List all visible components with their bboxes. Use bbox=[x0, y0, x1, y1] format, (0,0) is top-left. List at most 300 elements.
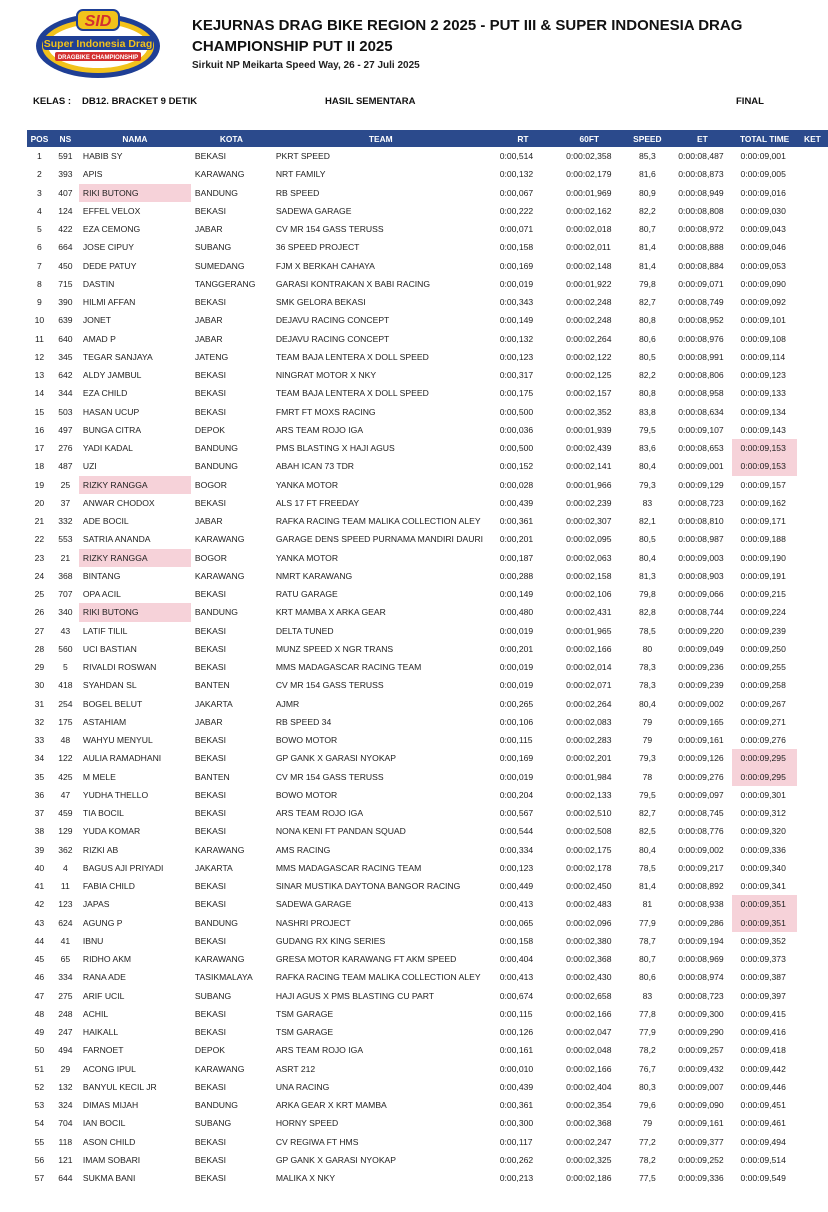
cell-speed: 80,7 bbox=[639, 954, 656, 965]
cell-rt: 0:00,500 bbox=[499, 443, 534, 454]
cell-name: ANWAR CHODOX bbox=[82, 497, 155, 508]
cell-total-time: 0:00:09,133 bbox=[740, 388, 786, 399]
cell-speed: 80,4 bbox=[639, 698, 656, 709]
cell-ns: 21 bbox=[60, 552, 71, 563]
cell-team: NONA KENI FT PANDAN SQUAD bbox=[275, 826, 406, 837]
cell-total-time: 0:00:09,053 bbox=[740, 260, 786, 271]
cell-total-time: 0:00:09,239 bbox=[740, 625, 786, 636]
cell-pos: 32 bbox=[34, 716, 45, 727]
cell-rt: 0:00,567 bbox=[499, 808, 534, 819]
cell-et: 0:00:09,002 bbox=[678, 698, 724, 709]
cell-ns: 591 bbox=[58, 151, 73, 162]
cell-rt: 0:00,334 bbox=[499, 844, 534, 855]
cell-rt: 0:00,413 bbox=[499, 899, 534, 910]
cell-team: AMS RACING bbox=[275, 844, 331, 855]
cell-et: 0:00:08,949 bbox=[678, 187, 724, 198]
cell-kota: BEKASI bbox=[194, 406, 226, 417]
cell-et: 0:00:08,903 bbox=[678, 570, 724, 581]
cell-kota: BEKASI bbox=[194, 205, 226, 216]
cell-team: HORNY SPEED bbox=[275, 1118, 339, 1129]
cell-name: EZA CHILD bbox=[82, 388, 128, 399]
cell-name: RIZKI AB bbox=[82, 844, 119, 855]
cell-60ft: 0:00:02,095 bbox=[566, 534, 612, 545]
table-row bbox=[27, 512, 828, 530]
cell-et: 0:00:08,749 bbox=[678, 297, 724, 308]
cell-60ft: 0:00:02,141 bbox=[566, 461, 612, 472]
cell-et: 0:00:08,487 bbox=[678, 151, 724, 162]
cell-total-time: 0:00:09,046 bbox=[740, 242, 786, 253]
cell-60ft: 0:00:02,018 bbox=[566, 224, 612, 235]
table-row bbox=[27, 622, 828, 640]
cell-ns: 247 bbox=[58, 1027, 73, 1038]
cell-kota: BEKASI bbox=[194, 935, 226, 946]
cell-rt: 0:00,361 bbox=[499, 1100, 534, 1111]
cell-kota: BEKASI bbox=[194, 881, 226, 892]
cell-ket bbox=[797, 749, 828, 767]
cell-pos: 42 bbox=[34, 899, 45, 910]
cell-rt: 0:00,028 bbox=[499, 479, 534, 490]
cell-kota: BEKASI bbox=[194, 370, 226, 381]
cell-name: ACONG IPUL bbox=[82, 1063, 136, 1074]
table-row bbox=[27, 238, 828, 256]
cell-pos: 45 bbox=[34, 954, 45, 965]
col-header: NS bbox=[59, 133, 72, 144]
cell-et: 0:00:09,165 bbox=[678, 716, 724, 727]
cell-60ft: 0:00:02,125 bbox=[566, 370, 612, 381]
cell-60ft: 0:00:01,984 bbox=[566, 771, 612, 782]
cell-pos: 33 bbox=[34, 735, 45, 746]
cell-ns: 4 bbox=[62, 862, 68, 873]
cell-total-time: 0:00:09,373 bbox=[740, 954, 786, 965]
table-row bbox=[27, 1023, 828, 1041]
cell-rt: 0:00,343 bbox=[499, 297, 534, 308]
cell-60ft: 0:00:02,368 bbox=[566, 1118, 612, 1129]
cell-kota: BEKASI bbox=[194, 388, 226, 399]
table-row bbox=[27, 348, 828, 366]
cell-kota: BOGOR bbox=[194, 479, 227, 490]
table-row bbox=[27, 1151, 828, 1169]
stage-label: FINAL bbox=[736, 96, 764, 107]
table-row bbox=[27, 877, 828, 895]
cell-total-time: 0:00:09,114 bbox=[740, 351, 786, 362]
cell-total-time: 0:00:09,157 bbox=[740, 479, 786, 490]
cell-speed: 79,3 bbox=[639, 479, 656, 490]
cell-name: IBNU bbox=[82, 935, 104, 946]
cell-ket bbox=[797, 1133, 828, 1151]
cell-ket bbox=[797, 1060, 828, 1078]
table-row bbox=[27, 202, 828, 220]
cell-name: AULIA RAMADHANI bbox=[82, 753, 162, 764]
cell-name: EFFEL VELOX bbox=[82, 205, 141, 216]
cell-rt: 0:00,674 bbox=[499, 990, 534, 1001]
cell-pos: 18 bbox=[34, 461, 45, 472]
cell-ns: 640 bbox=[58, 333, 73, 344]
cell-ns: 344 bbox=[58, 388, 73, 399]
cell-total-time: 0:00:09,320 bbox=[740, 826, 786, 837]
cell-team: MMS MADAGASCAR RACING TEAM bbox=[275, 862, 422, 873]
cell-pos: 28 bbox=[34, 643, 45, 654]
cell-60ft: 0:00:02,158 bbox=[566, 570, 612, 581]
cell-ket bbox=[797, 184, 828, 202]
cell-pos: 56 bbox=[34, 1154, 45, 1165]
cell-rt: 0:00,169 bbox=[499, 753, 534, 764]
cell-kota: KARAWANG bbox=[194, 169, 245, 180]
cell-et: 0:00:09,300 bbox=[678, 1008, 724, 1019]
cell-kota: KARAWANG bbox=[194, 954, 245, 965]
cell-team: SADEWA GARAGE bbox=[275, 899, 352, 910]
cell-speed: 80,4 bbox=[639, 552, 656, 563]
cell-pos: 20 bbox=[34, 497, 45, 508]
col-header: TOTAL TIME bbox=[739, 133, 790, 144]
cell-name: HASAN UCUP bbox=[82, 406, 140, 417]
cell-total-time: 0:00:09,340 bbox=[740, 862, 786, 873]
cell-team: SMK GELORA BEKASI bbox=[275, 297, 366, 308]
cell-kota: JABAR bbox=[194, 315, 223, 326]
cell-pos: 39 bbox=[34, 844, 45, 855]
cell-et: 0:00:08,938 bbox=[678, 899, 724, 910]
cell-total-time: 0:00:09,446 bbox=[740, 1081, 786, 1092]
cell-kota: BEKASI bbox=[194, 643, 226, 654]
cell-rt: 0:00,019 bbox=[499, 662, 534, 673]
cell-speed: 80,5 bbox=[639, 351, 656, 362]
table-row bbox=[27, 165, 828, 183]
status-label: HASIL SEMENTARA bbox=[325, 96, 416, 107]
cell-pos: 57 bbox=[34, 1173, 45, 1184]
cell-total-time: 0:00:09,092 bbox=[740, 297, 786, 308]
col-header: ET bbox=[697, 133, 708, 144]
cell-et: 0:00:08,810 bbox=[678, 516, 724, 527]
cell-60ft: 0:00:02,166 bbox=[566, 1008, 612, 1019]
cell-speed: 81,4 bbox=[639, 881, 656, 892]
cell-60ft: 0:00:02,239 bbox=[566, 497, 612, 508]
cell-speed: 79,6 bbox=[639, 1100, 656, 1111]
cell-total-time: 0:00:09,090 bbox=[740, 278, 786, 289]
cell-ns: 334 bbox=[58, 972, 73, 983]
cell-rt: 0:00,439 bbox=[499, 497, 534, 508]
cell-name: FABIA CHILD bbox=[82, 881, 135, 892]
cell-total-time: 0:00:09,352 bbox=[740, 935, 786, 946]
cell-name: BANYUL KECIL JR bbox=[82, 1081, 157, 1092]
cell-ket bbox=[797, 895, 828, 913]
cell-name: RIVALDI ROSWAN bbox=[82, 662, 157, 673]
cell-et: 0:00:08,888 bbox=[678, 242, 724, 253]
cell-speed: 80,5 bbox=[639, 534, 656, 545]
cell-60ft: 0:00:02,264 bbox=[566, 333, 612, 344]
cell-60ft: 0:00:02,325 bbox=[566, 1154, 612, 1165]
cell-60ft: 0:00:02,283 bbox=[566, 735, 612, 746]
cell-total-time: 0:00:09,295 bbox=[732, 749, 796, 767]
cell-speed: 80,4 bbox=[639, 461, 656, 472]
table-row bbox=[27, 293, 828, 311]
cell-speed: 82,7 bbox=[639, 808, 656, 819]
cell-ket bbox=[797, 786, 828, 804]
table-row bbox=[27, 184, 828, 202]
cell-ns: 624 bbox=[58, 917, 73, 928]
cell-ns: 422 bbox=[58, 224, 73, 235]
cell-60ft: 0:00:02,510 bbox=[566, 808, 612, 819]
cell-rt: 0:00,317 bbox=[499, 370, 534, 381]
cell-ket bbox=[797, 804, 828, 822]
cell-ket bbox=[797, 220, 828, 238]
cell-ket bbox=[797, 512, 828, 530]
cell-pos: 22 bbox=[34, 534, 45, 545]
cell-kota: BEKASI bbox=[194, 625, 226, 636]
cell-pos: 35 bbox=[34, 771, 45, 782]
table-row bbox=[27, 549, 828, 567]
cell-speed: 81,6 bbox=[639, 169, 656, 180]
cell-et: 0:00:09,071 bbox=[678, 278, 724, 289]
cell-pos: 27 bbox=[34, 625, 45, 636]
cell-speed: 82,8 bbox=[639, 607, 656, 618]
cell-ns: 644 bbox=[58, 1173, 73, 1184]
cell-team: GARASI KONTRAKAN X BABI RACING bbox=[275, 278, 431, 289]
cell-ket bbox=[797, 494, 828, 512]
cell-team: RB SPEED 34 bbox=[275, 716, 332, 727]
cell-kota: KARAWANG bbox=[194, 844, 245, 855]
cell-name: RANA ADE bbox=[82, 972, 126, 983]
cell-60ft: 0:00:02,431 bbox=[566, 607, 612, 618]
cell-rt: 0:00,126 bbox=[499, 1027, 534, 1038]
cell-et: 0:00:09,217 bbox=[678, 862, 724, 873]
cell-pos: 49 bbox=[34, 1027, 45, 1038]
cell-name: AGUNG P bbox=[82, 917, 123, 928]
cell-name: IAN BOCIL bbox=[82, 1118, 126, 1129]
table-row bbox=[27, 713, 828, 731]
cell-et: 0:00:09,236 bbox=[678, 662, 724, 673]
cell-ket bbox=[797, 202, 828, 220]
cell-ket bbox=[797, 238, 828, 256]
table-row bbox=[27, 1060, 828, 1078]
cell-speed: 78,2 bbox=[639, 1154, 656, 1165]
cell-ns: 497 bbox=[58, 424, 73, 435]
cell-team: RB SPEED bbox=[275, 187, 320, 198]
cell-speed: 78,7 bbox=[639, 935, 656, 946]
cell-60ft: 0:00:02,508 bbox=[566, 826, 612, 837]
cell-pos: 15 bbox=[34, 406, 45, 417]
cell-pos: 2 bbox=[37, 169, 42, 180]
cell-rt: 0:00,204 bbox=[499, 789, 534, 800]
cell-et: 0:00:09,239 bbox=[678, 680, 724, 691]
cell-rt: 0:00,036 bbox=[499, 424, 534, 435]
cell-pos: 4 bbox=[37, 205, 42, 216]
cell-60ft: 0:00:02,148 bbox=[566, 260, 612, 271]
cell-60ft: 0:00:02,248 bbox=[566, 297, 612, 308]
cell-60ft: 0:00:02,083 bbox=[566, 716, 612, 727]
cell-pos: 6 bbox=[37, 242, 42, 253]
cell-total-time: 0:00:09,451 bbox=[740, 1100, 786, 1111]
cell-et: 0:00:09,161 bbox=[678, 735, 724, 746]
cell-speed: 78,5 bbox=[639, 625, 656, 636]
cell-kota: BEKASI bbox=[194, 1173, 226, 1184]
cell-ket bbox=[797, 549, 828, 567]
cell-kota: BANDUNG bbox=[194, 917, 238, 928]
cell-ns: 124 bbox=[58, 205, 73, 216]
cell-ket bbox=[797, 585, 828, 603]
cell-et: 0:00:08,806 bbox=[678, 370, 724, 381]
cell-kota: BEKASI bbox=[194, 735, 226, 746]
cell-60ft: 0:00:02,247 bbox=[566, 1136, 612, 1147]
cell-kota: DEPOK bbox=[194, 1045, 225, 1056]
cell-kota: BEKASI bbox=[194, 297, 226, 308]
cell-name: RIZKY RANGGA bbox=[79, 476, 191, 494]
cell-team: AJMR bbox=[275, 698, 300, 709]
cell-ket bbox=[797, 311, 828, 329]
col-header: SPEED bbox=[633, 133, 662, 144]
cell-pos: 24 bbox=[34, 570, 45, 581]
cell-rt: 0:00,123 bbox=[499, 351, 534, 362]
cell-pos: 1 bbox=[37, 151, 42, 162]
cell-team: ASRT 212 bbox=[275, 1063, 316, 1074]
table-row bbox=[27, 768, 828, 786]
cell-et: 0:00:09,126 bbox=[678, 753, 724, 764]
cell-et: 0:00:08,958 bbox=[678, 388, 724, 399]
cell-rt: 0:00,106 bbox=[499, 716, 534, 727]
cell-et: 0:00:09,161 bbox=[678, 1118, 724, 1129]
cell-speed: 79,8 bbox=[639, 589, 656, 600]
cell-ket bbox=[797, 165, 828, 183]
cell-name: YUDA KOMAR bbox=[82, 826, 141, 837]
cell-name: ALDY JAMBUL bbox=[82, 370, 142, 381]
cell-rt: 0:00,010 bbox=[499, 1063, 534, 1074]
cell-name: UZI bbox=[82, 461, 97, 472]
cell-ns: 29 bbox=[60, 1063, 71, 1074]
cell-et: 0:00:09,336 bbox=[678, 1173, 724, 1184]
cell-kota: BANDUNG bbox=[194, 443, 238, 454]
cell-pos: 40 bbox=[34, 862, 45, 873]
cell-total-time: 0:00:09,418 bbox=[740, 1045, 786, 1056]
table-row bbox=[27, 658, 828, 676]
table-row bbox=[27, 530, 828, 548]
cell-ket bbox=[797, 1114, 828, 1132]
cell-ns: 639 bbox=[58, 315, 73, 326]
cell-60ft: 0:00:02,048 bbox=[566, 1045, 612, 1056]
cell-ket bbox=[797, 348, 828, 366]
cell-pos: 19 bbox=[34, 479, 45, 490]
cell-ket bbox=[797, 147, 828, 165]
cell-team: GP GANK X GARASI NYOKAP bbox=[275, 753, 397, 764]
cell-pos: 50 bbox=[34, 1045, 45, 1056]
cell-ket bbox=[797, 1096, 828, 1114]
cell-name: AMAD P bbox=[82, 333, 116, 344]
cell-name: M MELE bbox=[82, 771, 116, 782]
cell-name: RIDHO AKM bbox=[82, 954, 132, 965]
cell-speed: 82,2 bbox=[639, 370, 656, 381]
table-row bbox=[27, 1005, 828, 1023]
table-row bbox=[27, 220, 828, 238]
cell-rt: 0:00,115 bbox=[499, 1008, 533, 1019]
table-row bbox=[27, 822, 828, 840]
cell-ket bbox=[797, 658, 828, 676]
cell-total-time: 0:00:09,190 bbox=[740, 552, 786, 563]
cell-et: 0:00:08,972 bbox=[678, 224, 724, 235]
cell-60ft: 0:00:02,166 bbox=[566, 1063, 612, 1074]
cell-kota: BEKASI bbox=[194, 789, 226, 800]
cell-ns: 129 bbox=[58, 826, 73, 837]
cell-team: ARS TEAM ROJO IGA bbox=[275, 808, 364, 819]
cell-speed: 79,5 bbox=[639, 424, 656, 435]
table-row bbox=[27, 1096, 828, 1114]
cell-total-time: 0:00:09,276 bbox=[740, 735, 786, 746]
cell-name: JOSE CIPUY bbox=[82, 242, 134, 253]
cell-total-time: 0:00:09,005 bbox=[740, 169, 786, 180]
cell-60ft: 0:00:02,368 bbox=[566, 954, 612, 965]
cell-kota: SUBANG bbox=[194, 242, 232, 253]
cell-name: YADI KADAL bbox=[82, 443, 133, 454]
cell-team: ARKA GEAR X KRT MAMBA bbox=[275, 1100, 387, 1111]
cell-team: DELTA TUNED bbox=[275, 625, 334, 636]
cell-team: CV REGIWA FT HMS bbox=[275, 1136, 359, 1147]
cell-pos: 8 bbox=[37, 278, 42, 289]
cell-kota: BEKASI bbox=[194, 151, 226, 162]
cell-kota: BOGOR bbox=[194, 552, 227, 563]
cell-total-time: 0:00:09,258 bbox=[740, 680, 786, 691]
cell-speed: 77,9 bbox=[639, 1027, 656, 1038]
cell-ket bbox=[797, 403, 828, 421]
cell-total-time: 0:00:09,416 bbox=[740, 1027, 786, 1038]
cell-speed: 79,5 bbox=[639, 789, 656, 800]
cell-total-time: 0:00:09,108 bbox=[740, 333, 786, 344]
cell-et: 0:00:08,653 bbox=[678, 443, 724, 454]
results-table bbox=[27, 130, 828, 1187]
cell-pos: 21 bbox=[34, 516, 45, 527]
cell-ket bbox=[797, 1078, 828, 1096]
cell-team: FMRT FT MOXS RACING bbox=[275, 406, 376, 417]
cell-speed: 79,8 bbox=[639, 278, 656, 289]
cell-rt: 0:00,480 bbox=[499, 607, 534, 618]
cell-name: UCI BASTIAN bbox=[82, 643, 137, 654]
cell-rt: 0:00,123 bbox=[499, 862, 534, 873]
cell-ns: 642 bbox=[58, 370, 73, 381]
cell-pos: 10 bbox=[34, 315, 45, 326]
cell-speed: 77,9 bbox=[639, 917, 656, 928]
cell-total-time: 0:00:09,267 bbox=[740, 698, 786, 709]
cell-rt: 0:00,439 bbox=[499, 1081, 534, 1092]
table-row bbox=[27, 257, 828, 275]
cell-ns: 503 bbox=[58, 406, 73, 417]
cell-ket bbox=[797, 877, 828, 895]
cell-60ft: 0:00:01,969 bbox=[566, 187, 612, 198]
cell-name: JONET bbox=[82, 315, 112, 326]
cell-total-time: 0:00:09,250 bbox=[740, 643, 786, 654]
cell-name: IMAM SOBARI bbox=[82, 1154, 141, 1165]
cell-total-time: 0:00:09,514 bbox=[740, 1154, 786, 1165]
cell-pos: 7 bbox=[37, 260, 42, 271]
cell-rt: 0:00,019 bbox=[499, 625, 534, 636]
cell-pos: 26 bbox=[34, 607, 45, 618]
cell-team: MMS MADAGASCAR RACING TEAM bbox=[275, 662, 422, 673]
cell-team: FJM X BERKAH CAHAYA bbox=[275, 260, 375, 271]
cell-et: 0:00:08,745 bbox=[678, 808, 724, 819]
cell-team: ARS TEAM ROJO IGA bbox=[275, 424, 364, 435]
cell-et: 0:00:08,974 bbox=[678, 972, 724, 983]
col-header: 60FT bbox=[579, 133, 600, 144]
cell-et: 0:00:09,090 bbox=[678, 1100, 724, 1111]
table-row bbox=[27, 147, 828, 165]
cell-60ft: 0:00:02,096 bbox=[566, 917, 612, 928]
cell-ket bbox=[797, 567, 828, 585]
table-row bbox=[27, 987, 828, 1005]
cell-ket bbox=[797, 476, 828, 494]
cell-ns: 704 bbox=[58, 1118, 73, 1129]
cell-kota: JABAR bbox=[194, 333, 223, 344]
col-header: KET bbox=[804, 133, 821, 144]
table-row bbox=[27, 403, 828, 421]
cell-team: CV MR 154 GASS TERUSS bbox=[275, 680, 384, 691]
cell-team: SINAR MUSTIKA DAYTONA BANGOR RACING bbox=[275, 881, 461, 892]
cell-pos: 13 bbox=[34, 370, 45, 381]
cell-60ft: 0:00:02,450 bbox=[566, 881, 612, 892]
cell-team: CV MR 154 GASS TERUSS bbox=[275, 771, 384, 782]
